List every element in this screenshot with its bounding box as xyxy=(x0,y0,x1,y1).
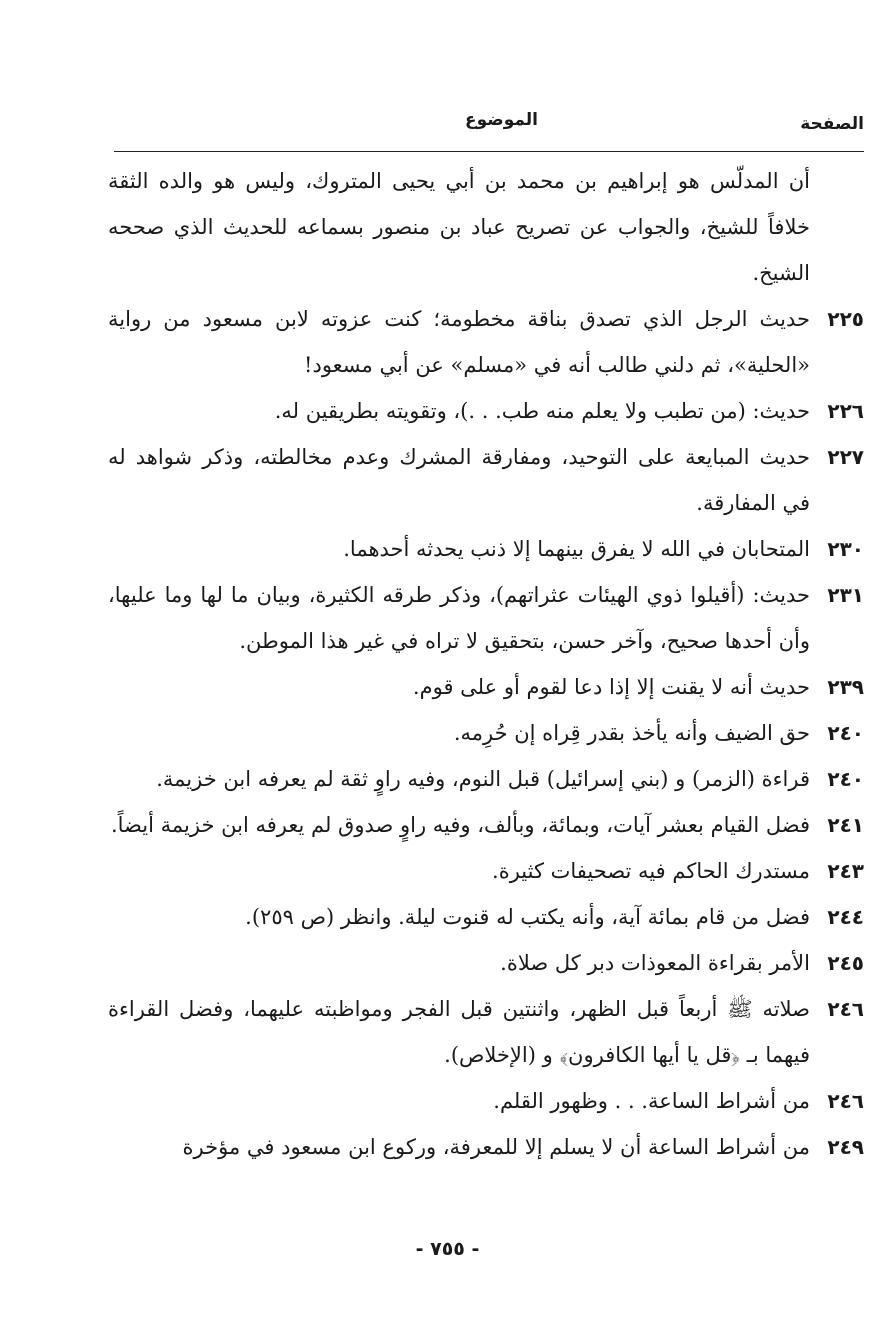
entry-page-number: ٢٢٥ xyxy=(827,307,864,331)
entry-page-number: ٢٤٤ xyxy=(827,905,864,929)
entry-text: حق الضيف وأنه يأخذ بقدر قِراه إن حُرِمه. xyxy=(453,721,810,745)
entry-text: حديث: (من تطبب ولا يعلم منه طب. . .)، وتقويته بطريقين له. xyxy=(274,399,810,423)
list-item xyxy=(108,986,864,1078)
entry-text: مستدرك الحاكم فيه تصحيفات كثيرة. xyxy=(492,859,810,883)
list-item xyxy=(108,802,864,848)
list-item xyxy=(108,434,864,526)
entry-page-number: ٢٤٥ xyxy=(827,951,864,975)
entry-page-number: ٢٤٩ xyxy=(827,1135,864,1159)
entry-text: قراءة (الزمر) و (بني إسرائيل) قبل النوم، وفيه راوٍ ثقة لم يعرفه ابن خزيمة. xyxy=(156,767,810,791)
entry-text: حديث أنه لا يقنت إلا إذا دعا لقوم أو على قوم. xyxy=(412,675,810,699)
page-column-label: الصفحة xyxy=(800,114,864,134)
page-number: - ٧٥٥ - xyxy=(415,1238,480,1260)
entry-page-number: ٢٢٦ xyxy=(827,399,864,423)
entry-page-number: ٢٤٣ xyxy=(827,859,864,883)
entry-page-number: ٢٤٠ xyxy=(827,721,864,745)
list-item xyxy=(108,572,864,664)
entry-page-number: ٢٢٧ xyxy=(827,445,864,469)
column-header xyxy=(108,110,864,144)
entry-text: من أشراط الساعة. . . وظهور القلم. xyxy=(493,1089,810,1113)
entry-page-number: ٢٣٠ xyxy=(827,537,864,561)
entry-text: حديث المبايعة على التوحيد، ومفارقة المشرك وعدم مخالطته، وذكر شواهد له في المفارقة. xyxy=(108,445,810,515)
list-item xyxy=(108,894,864,940)
topic-column-label: الموضوع xyxy=(465,110,538,130)
list-item xyxy=(108,1124,864,1170)
list-item xyxy=(108,940,864,986)
list-item xyxy=(108,526,864,572)
list-item xyxy=(108,1078,864,1124)
list-item xyxy=(108,710,864,756)
entry-page-number: ٢٣٩ xyxy=(827,675,864,699)
entry-page-number: ٢٣١ xyxy=(827,583,864,607)
header-rule xyxy=(114,151,864,152)
list-item xyxy=(108,848,864,894)
entry-page-number: ٢٤١ xyxy=(827,813,864,837)
entry-page-number: ٢٤٦ xyxy=(827,997,864,1021)
list-item xyxy=(108,388,864,434)
entry-page-number: ٢٤٠ xyxy=(827,767,864,791)
entry-page-number: ٢٤٦ xyxy=(827,1089,864,1113)
entry-text: المتحابان في الله لا يفرق بينهما إلا ذنب يحدثه أحدهما. xyxy=(343,537,810,561)
list-item xyxy=(108,296,864,388)
index-entries xyxy=(108,158,864,1170)
entry-text: أن المدلّس هو إبراهيم بن محمد بن أبي يحيى المتروك، وليس هو والده الثقة خلافاً للشيخ، والجواب عن تصريح عباد بن منصور بسماعه للحديث الذي صححه الشيخ. xyxy=(108,169,810,285)
list-item xyxy=(108,664,864,710)
entry-text: حديث: (أقيلوا ذوي الهيئات عثراتهم)، وذكر طرقه الكثيرة، وبيان ما لها وما عليها، وأن أحدها صحيح، وآخر حسن، بتحقيق لا تراه في غير هذا الموطن. xyxy=(108,583,810,653)
entry-text: فضل القيام بعشر آيات، وبمائة، وبألف، وفيه راوٍ صدوق لم يعرفه ابن خزيمة أيضاً. xyxy=(110,813,810,837)
list-item xyxy=(108,756,864,802)
entry-text: حديث الرجل الذي تصدق بناقة مخطومة؛ كنت عزوته لابن مسعود من رواية «الحلية»، ثم دلني طالب أنه في «مسلم» عن أبي مسعود! xyxy=(108,307,810,377)
entry-text: من أشراط الساعة أن لا يسلم إلا للمعرفة، وركوع ابن مسعود في مؤخرة xyxy=(182,1135,810,1159)
entry-text: فضل من قام بمائة آية، وأنه يكتب له قنوت ليلة. وانظر (ص ٢٥٩). xyxy=(245,905,810,929)
list-item xyxy=(108,158,864,296)
entry-text: صلاته ﷺ أربعاً قبل الظهر، واثنتين قبل الفجر ومواظبته عليهما، وفضل القراءة فيهما بـ ﴿قل يا أيها الكافرون﴾ و (الإخلاص). xyxy=(108,997,810,1067)
entry-text: الأمر بقراءة المعوذات دبر كل صلاة. xyxy=(500,951,810,975)
